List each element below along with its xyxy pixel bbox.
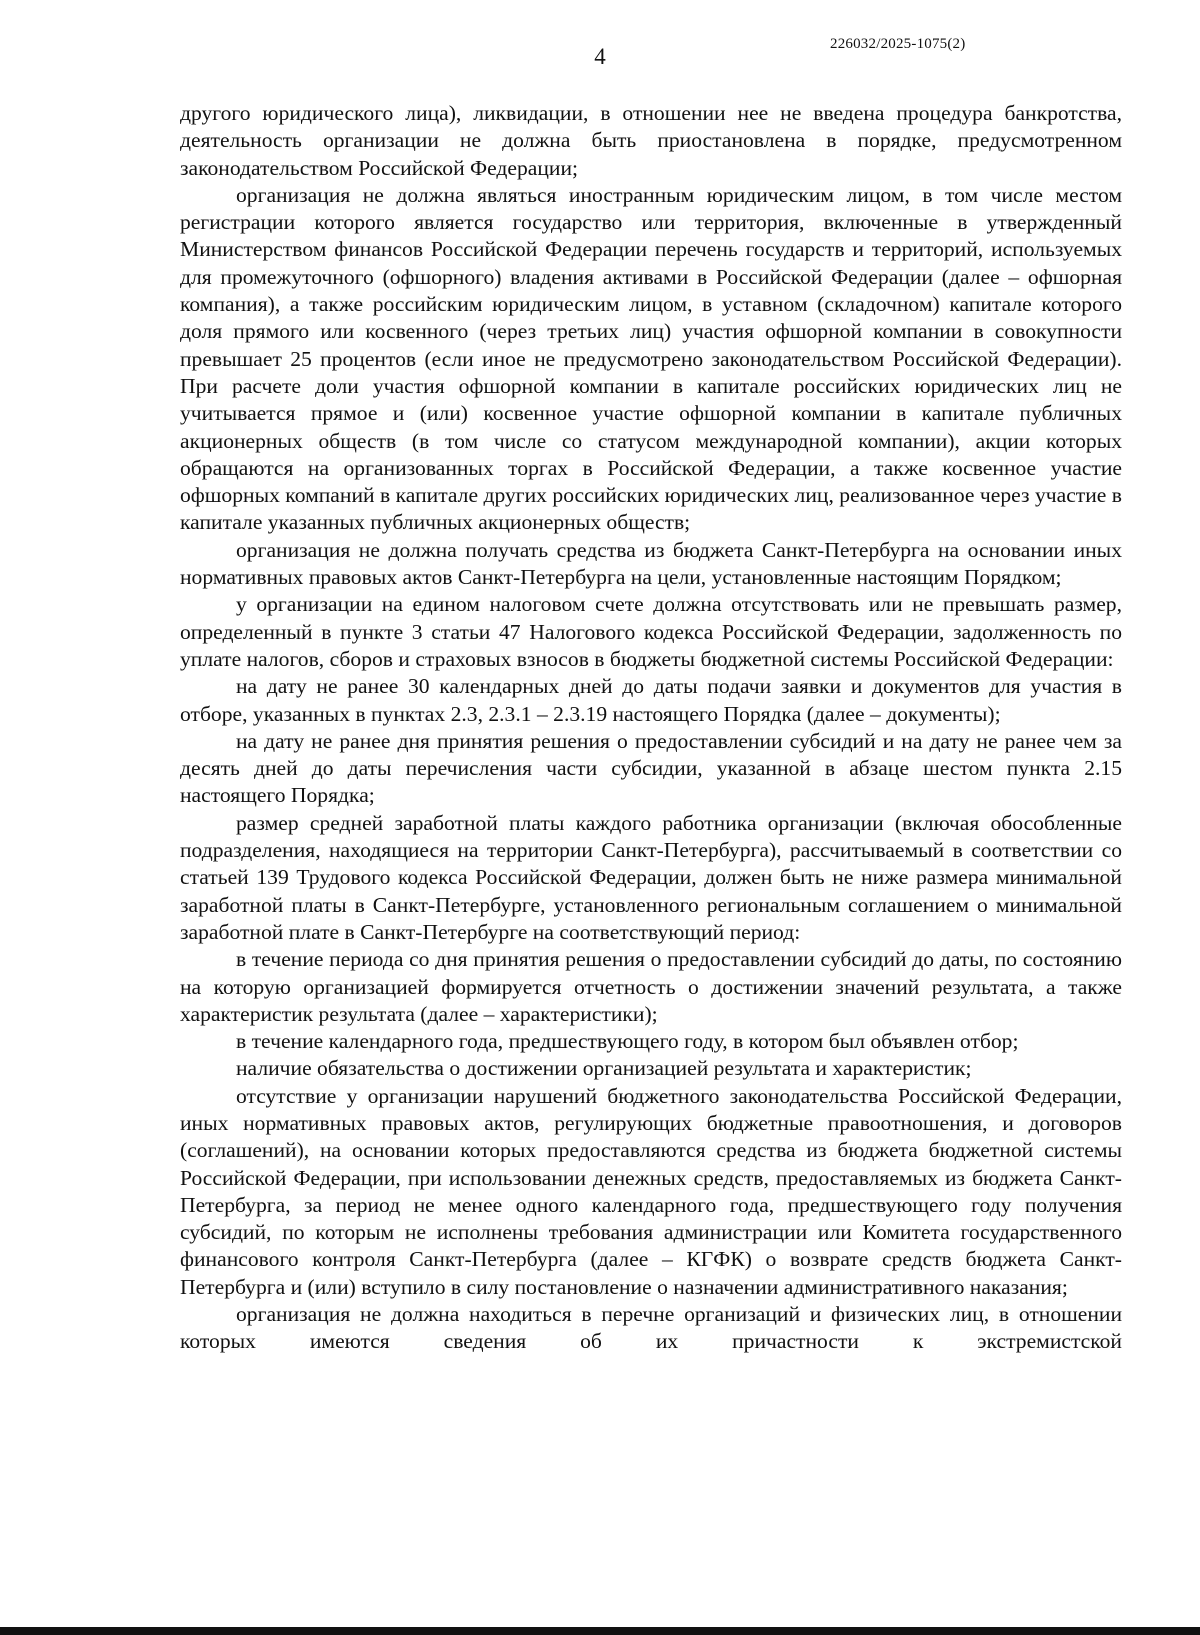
paragraph-tax-debt-date-application: на дату не ранее 30 календарных дней до даты подачи заявки и документов для участия в отборе, указанных в пунктах 2.3, 2.3.1 – 2.3.19 настоящего Порядка (далее – документы); (180, 674, 1122, 726)
paragraph-tax-debt-date-decision: на дату не ранее дня принятия решения о предоставлении субсидий и на дату не ранее чем за десять дней до даты перечисления части субсидии, указанной в абзаце шестом пункта 2.15 настоящего Порядка; (180, 728, 1122, 808)
page-number: 4 (594, 44, 606, 69)
paragraph-salary-period-previous-year: в течение календарного года, предшествующего году, в котором был объявлен отбор; (236, 1029, 1019, 1054)
document-body (180, 100, 1122, 1356)
scan-bottom-edge (0, 1627, 1200, 1635)
paragraph-average-salary: размер средней заработной платы каждого работника организации (включая обособленные подразделения, находящиеся на территории Санкт-Петербурга), рассчитываемый в соответствии со статьей 139 Трудового кодекса Российской Федерации, должен быть не ниже размера минимальной заработной платы в Санкт-Петербурге, установленного региональным соглашением о минимальной заработной плате в Санкт-Петербурге на соответствующий период: (180, 810, 1122, 944)
paragraph-salary-period-decision: в течение периода со дня принятия решения о предоставлении субсидий до даты, по состоянию на которую организацией формируется отчетность о достижении значений результата, а также характеристик результата (далее – характеристики); (180, 947, 1122, 1026)
paragraph-result-obligation: наличие обязательства о достижении организацией результата и характеристик; (236, 1056, 972, 1081)
paragraph-tax-debt: у организации на едином налоговом счете должна отсутствовать или не превышать размер, определенный в пункте 3 статьи 47 Налогового кодекса Российской Федерации, задолженность по уплате налогов, сборов и страховых взносов в бюджеты бюджетной системы Российской Федерации: (180, 592, 1122, 671)
paragraph-other-budget-funds: организация не должна получать средства из бюджета Санкт-Петербурга на основании иных нормативных правовых актов Санкт-Петербурга на цели, установленные настоящим Порядком; (180, 537, 1122, 590)
paragraph-continuation: другого юридического лица), ликвидации, в отношении нее не введена процедура банкротства, деятельность организации не должна быть приостановлена в порядке, предусмотренном законодательством Российской Федерации; (180, 101, 1122, 180)
document-registration-number: 226032/2025-1075(2) (830, 36, 966, 52)
paragraph-extremism-list: организация не должна находиться в перечне организаций и физических лиц, в отношении которых имеются сведения об их причастности к экстремистской (180, 1302, 1122, 1354)
paragraph-offshore-company: организация не должна являться иностранным юридическим лицом, в том числе местом регистрации которого является государство или территория, включенные в утвержденный Министерством финансов Российской Федерации перечень государств и территорий, используемых для промежуточного (офшорного) владения активами в Российской Федерации (далее – офшорная компания), а также российским юридическим лицом, в уставном (складочном) капитале которого доля прямого или косвенного (через третьих лиц) участия офшорной компании в совокупности превышает 25 процентов (если иное не предусмотрено законодательством Российской Федерации). При расчете доли участия офшорной компании в капитале российских юридических лиц не учитывается прямое и (или) косвенное участие офшорной компании в капитале публичных акционерных обществ (в том числе со статусом международной компании), акции которых обращаются на организованных торгах в Российской Федерации, а также косвенное участие офшорных компаний в капитале других российских юридических лиц, реализованное через участие в капитале указанных публичных акционерных обществ; (180, 182, 1122, 535)
paragraph-budget-violations: отсутствие у организации нарушений бюджетного законодательства Российской Федерации, иных нормативных правовых актов, регулирующих бюджетные правоотношения, и договоров (соглашений), на основании которых предоставляются средства из бюджета бюджетной системы Российской Федерации, при использовании денежных средств, предоставляемых из бюджета Санкт-Петербурга, за период не менее одного календарного года, предшествующего году получения субсидий, по которым не исполнены требования администрации или Комитета государственного финансового контроля Санкт-Петербурга (далее – КГФК) о возврате средств бюджета Санкт-Петербурга и (или) вступило в силу постановление о назначении административного наказания; (180, 1083, 1122, 1299)
